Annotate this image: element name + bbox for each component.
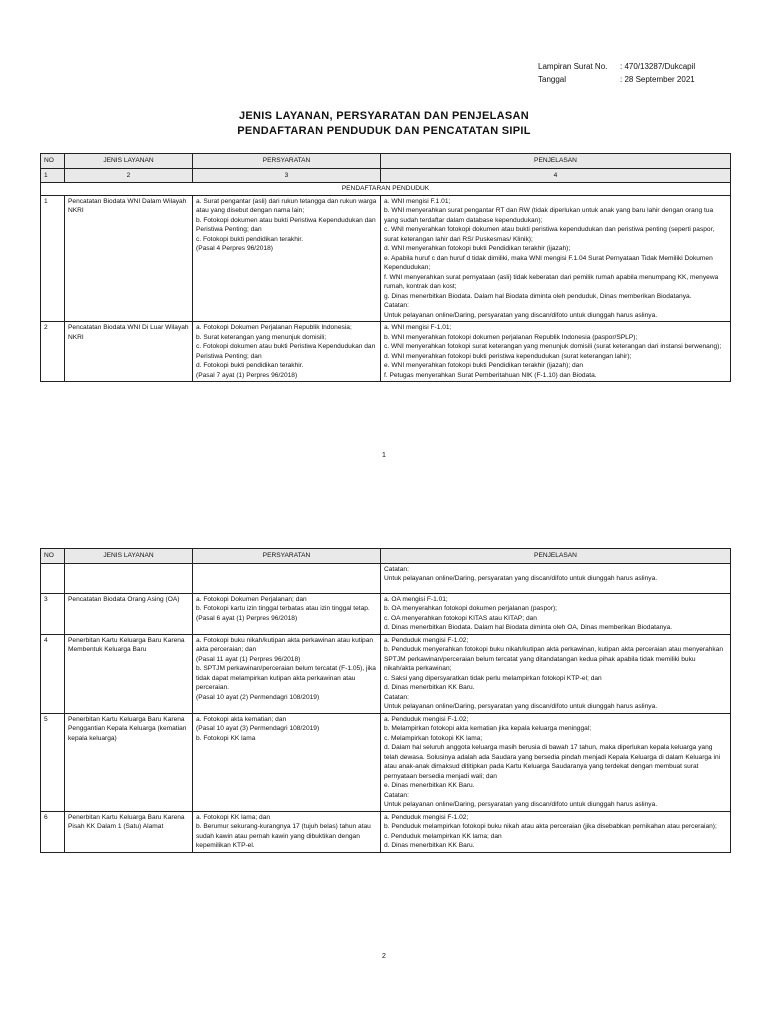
table-row (41, 634, 731, 713)
header-col-number: 1 (41, 168, 65, 183)
requirement-item: c. Fotokopi dokumen atau bukti Peristiwa Kependudukan dan Peristiwa Penting; dan (196, 343, 376, 360)
explanation-item: d. Dinas menerbitkan KK Baru. (384, 684, 475, 691)
header-no: NO (41, 549, 65, 564)
explanation-item: d. Dinas menerbitkan KK Baru. (384, 842, 475, 849)
explanation-item: Catatan: (384, 693, 409, 701)
explanation-item: a. WNI mengisi F-1.01; (384, 324, 452, 331)
services-table-page2 (40, 548, 731, 853)
lampiran-value: : 470/13287/Dukcapil (620, 62, 696, 71)
table-body-page1 (41, 195, 731, 382)
row-number: 2 (41, 322, 65, 382)
row-number: 3 (41, 593, 65, 634)
table-header-row (41, 549, 731, 564)
requirements-cell (193, 195, 381, 322)
explanation-item: c. Penduduk melampirkan KK lama; dan (384, 832, 502, 840)
header-jenis-layanan: JENIS LAYANAN (65, 154, 193, 169)
explanation-item: d. Dalam hal seluruh anggota keluarga masih berusia di bawah 17 tahun, maka diperlukan kepala keluarga yang telah dewasa. Solusinya adalah ada Saudara yang bersedia pindah menjadi Kepala Keluarga di dalam Keluarga ini atau anak-anak dimaksud dititipkan pada Kartu Keluarga Saudaranya yang terdekat dengan membuat surat pernyataan bersedia menjadi wali; dan (384, 744, 721, 780)
explanation-cell (381, 593, 731, 634)
explanation-item: b. Penduduk menyerahkan fotokopi buku nikah/kutipan akta perkawinan, kutipan akta perceraian atau menyerahkan SPTJM perkawinan/perceraian belum tercatat yang ditandatangan kedua pihak apabila tidak memiliki buku nikah/akta perkawinan; (384, 646, 724, 672)
requirements-cell (193, 322, 381, 382)
requirement-item: (Pasal 7 ayat (1) Perpres 96/2018) (196, 371, 298, 379)
service-name: Penerbitan Kartu Keluarga Baru Karena Membentuk Keluarga Baru (65, 634, 193, 713)
catatan-text: Untuk pelayanan online/Daring, persyaratan yang discan/difoto untuk diunggah harus aslinya. (384, 575, 658, 582)
requirement-item: c. Fotokopi bukti pendidikan terakhir. (196, 235, 304, 243)
requirement-item: b. Berumur sekurang-kurangnya 17 (tujuh belas) tahun atau sudah kawin atau pernah kawin yang dibuktikan dengan kepemilikan KTP-el. (196, 823, 371, 849)
persyaratan-list (196, 813, 377, 851)
explanation-cell (381, 811, 731, 852)
letter-meta (538, 60, 695, 86)
requirement-item: a. Fotokopi KK lama; dan (196, 813, 271, 821)
explanation-item: a. Penduduk mengisi F-1.02; (384, 636, 469, 644)
section-row (41, 183, 731, 196)
requirement-item: b. SPTJM perkawinan/perceraian belum tercatat (F-1.05), jika tidak dapat melampirkan kutipan akta perkawinan atau perceraian. (196, 665, 376, 691)
explanation-item: d. WNI menyerahkan fotokopi bukti peristiwa kependudukan (surat keterangan lahir); (384, 352, 632, 360)
lampiran-label: Lampiran Surat No. (538, 62, 608, 71)
services-table-page1 (40, 153, 731, 382)
requirement-item: a. Fotokopi Dokumen Perjalanan Republik Indonesia; (196, 324, 352, 331)
requirement-item: (Pasal 10 ayat (3) Permendagri 108/2019) (196, 725, 320, 732)
explanation-item: b. WNI menyerahkan fotokopi dokumen perjalanan Republik Indonesia (paspor/SPLP); (384, 333, 638, 341)
requirement-item: (Pasal 4 Perpres 96/2018) (196, 245, 273, 252)
explanation-item: g. Dinas menerbitkan Biodata. Dalam hal Biodata diminta oleh penduduk, Dinas memberikan Biodatanya. (384, 292, 692, 300)
table-row (41, 322, 731, 382)
explanation-item: Untuk pelayanan online/Daring, persyaratan yang discan/difoto untuk diunggah harus aslinya. (384, 703, 658, 710)
requirement-item: (Pasal 11 ayat (1) Perpres 96/2018) (196, 655, 301, 663)
explanation-item: d. WNI menyerahkan fotokopi bukti Pendidikan terakhir (ijazah); (384, 245, 571, 252)
requirements-cell (193, 713, 381, 811)
header-no: NO (41, 154, 65, 169)
header-penjelasan: PENJELASAN (381, 549, 731, 564)
table-row (41, 195, 731, 322)
service-name: Penerbitan Kartu Keluarga Baru Karena Pisah KK Dalam 1 (Satu) Alamat (65, 811, 193, 852)
penjelasan-list (384, 595, 727, 633)
lampiran-row (538, 60, 695, 73)
service-name: Pencatatan Biodata WNI Dalam Wilayah NKRI (65, 195, 193, 322)
explanation-item: c. Melampirkan fotokopi KK lama; (384, 734, 483, 742)
requirement-item: (Pasal 6 ayat (1) Perpres 96/2018) (196, 614, 298, 622)
section-title: PENDAFTARAN PENDUDUK (41, 183, 731, 196)
explanation-item: b. Melampirkan fotokopi akta kematian jika kepala keluarga meninggal; (384, 725, 592, 732)
explanation-item: f. Petugas menyerahkan Surat Pemberitahuan NIK (F-1.10) dan Biodata. (384, 371, 597, 379)
requirement-item: a. Fotokopi buku nikah/kutipan akta perkawinan atau kutipan akta perceraian; dan (196, 636, 374, 653)
explanation-item: b. WNI menyerahkan surat pengantar RT dan RW (tidak diperlukan untuk anak yang baru lahir dengan orang tua yang sudah terdaftar dalam database kependudukan); (384, 207, 714, 224)
requirement-item: a. Surat pengantar (asli) dari rukun tetangga dan rukun warga atau yang disebut dengan nama lain; (196, 197, 377, 214)
row-number: 6 (41, 811, 65, 852)
persyaratan-list (196, 715, 377, 744)
requirement-item: b. Fotokopi dokumen atau bukti Peristiwa Kependudukan dan Peristiwa Penting; dan (196, 216, 376, 233)
requirement-item: (Pasal 10 ayat (2) Permendagri 108/2019) (196, 693, 320, 701)
requirement-item: b. Surat keterangan yang menunjuk domisili; (196, 333, 327, 341)
penjelasan-list (384, 636, 727, 712)
persyaratan-list (196, 636, 377, 703)
explanation-item: a. Penduduk mengisi F-1.02; (384, 813, 469, 821)
explanation-item: c. OA menyerahkan fotokopi KITAS atau KITAP; dan (384, 614, 537, 622)
header-jenis-layanan: JENIS LAYANAN (65, 549, 193, 564)
document-title-line2: PENDAFTARAN PENDUDUK DAN PENCATATAN SIPIL (237, 125, 531, 137)
explanation-item: c. WNI menyerahkan fotokopi dokumen atau bukti peristiwa kependudukan dan peristiwa penting (seperti paspor, surat keterangan lahir dari RS/ Puskesmas/ Klinik); (384, 226, 715, 243)
header-persyaratan: PERSYARATAN (193, 154, 381, 169)
explanation-item: a. Penduduk mengisi F-1.02; (384, 715, 469, 723)
tanggal-value: : 28 September 2021 (620, 75, 695, 84)
explanation-item: e. Dinas menerbitkan KK Baru. (384, 782, 475, 789)
explanation-cell (381, 634, 731, 713)
persyaratan-list (196, 323, 377, 380)
page-number: 1 (382, 452, 386, 459)
requirement-item: a. Fotokopi akta kematian; dan (196, 715, 287, 723)
header-col-number: 3 (193, 168, 381, 183)
header-penjelasan: PENJELASAN (381, 154, 731, 169)
catatan-label: Catatan: (384, 565, 409, 573)
explanation-item: c. WNI menyerahkan fotokopi surat keterangan yang menunjuk domisili (surat keterangan dari instansi berwenang); (384, 343, 722, 350)
page-number: 2 (382, 953, 386, 960)
continuation-row (41, 563, 731, 593)
row-number: 4 (41, 634, 65, 713)
requirement-item: b. Fotokopi KK lama (196, 734, 256, 742)
explanation-item: Catatan: (384, 791, 409, 799)
tanggal-row (538, 73, 695, 86)
requirements-cell (193, 811, 381, 852)
requirement-item: d. Fotokopi bukti pendidikan terakhir. (196, 362, 304, 369)
table-row (41, 593, 731, 634)
explanation-cell (381, 195, 731, 322)
persyaratan-list (196, 595, 377, 624)
header-col-number: 2 (65, 168, 193, 183)
penjelasan-list (384, 813, 727, 851)
requirement-item: a. Fotokopi Dokumen Perjalanan; dan (196, 595, 307, 603)
requirements-cell (193, 634, 381, 713)
table-body-page2 (41, 563, 731, 593)
explanation-item: b. Penduduk melampirkan fotokopi buku nikah atau akta perceraian (jika disebabkan pernikahan atau perceraian); (384, 823, 717, 830)
explanation-item: a. WNI mengisi F.1.01; (384, 197, 451, 205)
explanation-cell (381, 322, 731, 382)
table-row (41, 713, 731, 811)
table-body-page2-rows (41, 593, 731, 852)
service-name: Pencatatan Biodata WNI Di Luar Wilayah NKRI (65, 322, 193, 382)
service-name: Penerbitan Kartu Keluarga Baru Karena Penggantian Kepala Keluarga (kematian kepala keluarga) (65, 713, 193, 811)
penjelasan-list (384, 715, 727, 810)
tanggal-label: Tanggal (538, 75, 567, 84)
explanation-item: Untuk pelayanan online/Daring, persyaratan yang discan/difoto untuk diunggah harus aslinya. (384, 801, 658, 808)
row-number: 5 (41, 713, 65, 811)
explanation-item: d. Dinas menerbitkan Biodata. Dalam hal Biodata diminta oleh OA, Dinas memberikan Biodatanya. (384, 624, 673, 631)
explanation-item: Untuk pelayanan online/Daring, persyaratan yang discan/difoto untuk diunggah harus aslinya. (384, 311, 658, 319)
row-number: 1 (41, 195, 65, 322)
document-title-line1: JENIS LAYANAN, PERSYARATAN DAN PENJELASAN (238, 110, 529, 122)
explanation-cell (381, 713, 731, 811)
explanation-item: e. WNI menyerahkan fotokopi bukti Pendidikan terakhir (ijazah); dan (384, 362, 584, 369)
explanation-item: f. WNI menyerahkan surat pernyataan (asli) tidak keberatan dari pemilik rumah apabila menumpang KK, menyewa rumah, kontrak dan kost; (384, 273, 719, 290)
explanation-item: e. Apabila huruf c dan huruf d tidak dimiliki, maka WNI mengisi F.1.04 Surat Pernyataan Tidak Memiliki Dokumen Kependudukan; (384, 254, 713, 271)
explanation-item: c. Saksi yang dipersyaratkan tidak perlu melampirkan fotokopi KTP-el; dan (384, 674, 602, 682)
header-persyaratan: PERSYARATAN (193, 549, 381, 564)
explanation-item: a. OA mengisi F-1.01; (384, 595, 448, 603)
service-name: Pencatatan Biodata Orang Asing (OA) (65, 593, 193, 634)
requirement-item: b. Fotokopi kartu izin tinggal terbatas atau izin tinggal tetap. (196, 605, 370, 612)
requirements-cell (193, 593, 381, 634)
continuation-note (381, 563, 731, 593)
penjelasan-list (384, 197, 727, 321)
persyaratan-list (196, 197, 377, 254)
table-header-row (41, 154, 731, 169)
header-col-number: 4 (381, 168, 731, 183)
table-row (41, 811, 731, 852)
explanation-item: b. OA menyerahkan fotokopi dokumen perjalanan (paspor); (384, 605, 558, 612)
penjelasan-list (384, 323, 727, 380)
explanation-item: Catatan: (384, 302, 409, 309)
table-number-row (41, 168, 731, 183)
